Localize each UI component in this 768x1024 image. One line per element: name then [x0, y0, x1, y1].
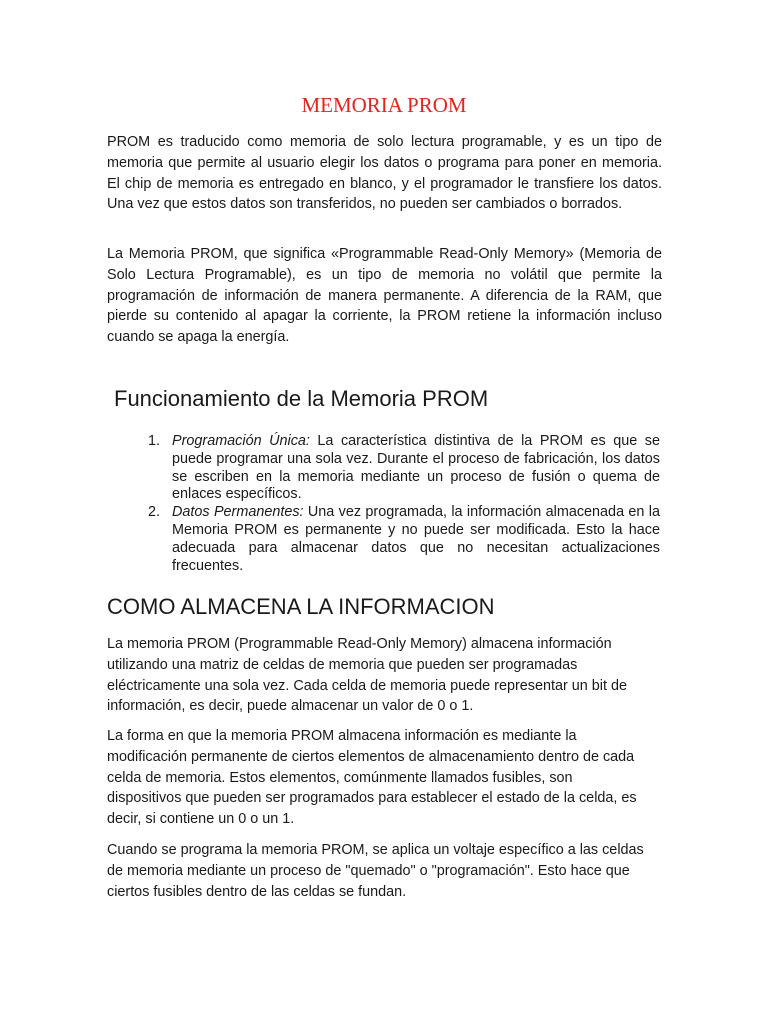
- list-item-number: 2.: [148, 504, 161, 521]
- section-heading-funcionamiento: Funcionamiento de la Memoria PROM: [114, 386, 489, 411]
- list-item-text: La característica distintiva de la PROM es que se puede programar una sola vez. Durante el proceso de fabricación, los datos se escriben en la memoria mediante un proceso de fusión o quema de enlaces específicos.: [172, 433, 660, 503]
- intro-paragraph-2: La Memoria PROM, que significa «Programmable Read-Only Memory» (Memoria de Solo Lectura Programable), es un tipo de memoria no volátil que permite la programación de información de manera permanente. A diferencia de la RAM, que pierde su contenido al apagar la corriente, la PROM retiene la información incluso cuando se apaga la energía.: [107, 246, 662, 346]
- list-item: [148, 433, 660, 504]
- almacena-paragraph-3: Cuando se programa la memoria PROM, se aplica un voltaje específico a las celdas de memoria mediante un proceso de "quemado" o "programación". Esto hace que ciertos fusibles dentro de las celdas se fundan.: [107, 842, 644, 900]
- list-item-text: Una vez programada, la información almacenada en la Memoria PROM es permanente y no puede ser modificada. Esto la hace adecuada para almacenar datos que no necesitan actualizaciones frecuentes.: [172, 504, 660, 574]
- list-item-term: Programación Única:: [172, 433, 310, 449]
- list-item-term: Datos Permanentes:: [172, 504, 304, 521]
- almacena-paragraph-2: La forma en que la memoria PROM almacena información es mediante la modificación permanente de ciertos elementos de almacenamiento dentro de cada celda de memoria. Estos elementos, comúnmente llamados fusibles, son dispositivos que pueden ser programados para establecer el estado de la celda, es decir, si contiene un 0 o un 1.: [107, 728, 637, 828]
- document-title: MEMORIA PROM: [301, 93, 467, 117]
- almacena-paragraph-1: La memoria PROM (Programmable Read-Only Memory) almacena información utilizando una matriz de celdas de memoria que pueden ser programadas eléctricamente una sola vez. Cada celda de memoria puede representar un bit de información, es decir, puede almacenar un valor de 0 o 1.: [107, 636, 627, 715]
- intro-paragraph-1: PROM es traducido como memoria de solo lectura programable, y es un tipo de memoria que permite al usuario elegir los datos o programa para poner en memoria. El chip de memoria es entregado en blanco, y el programador le transfiere los datos. Una vez que estos datos son transferidos, no pueden ser cambiados o borrados.: [107, 134, 662, 213]
- list-item-number: 1.: [148, 433, 161, 449]
- list-item: [148, 504, 660, 575]
- funcionamiento-list: [148, 433, 660, 575]
- section-heading-almacena: COMO ALMACENA LA INFORMACION: [107, 594, 495, 619]
